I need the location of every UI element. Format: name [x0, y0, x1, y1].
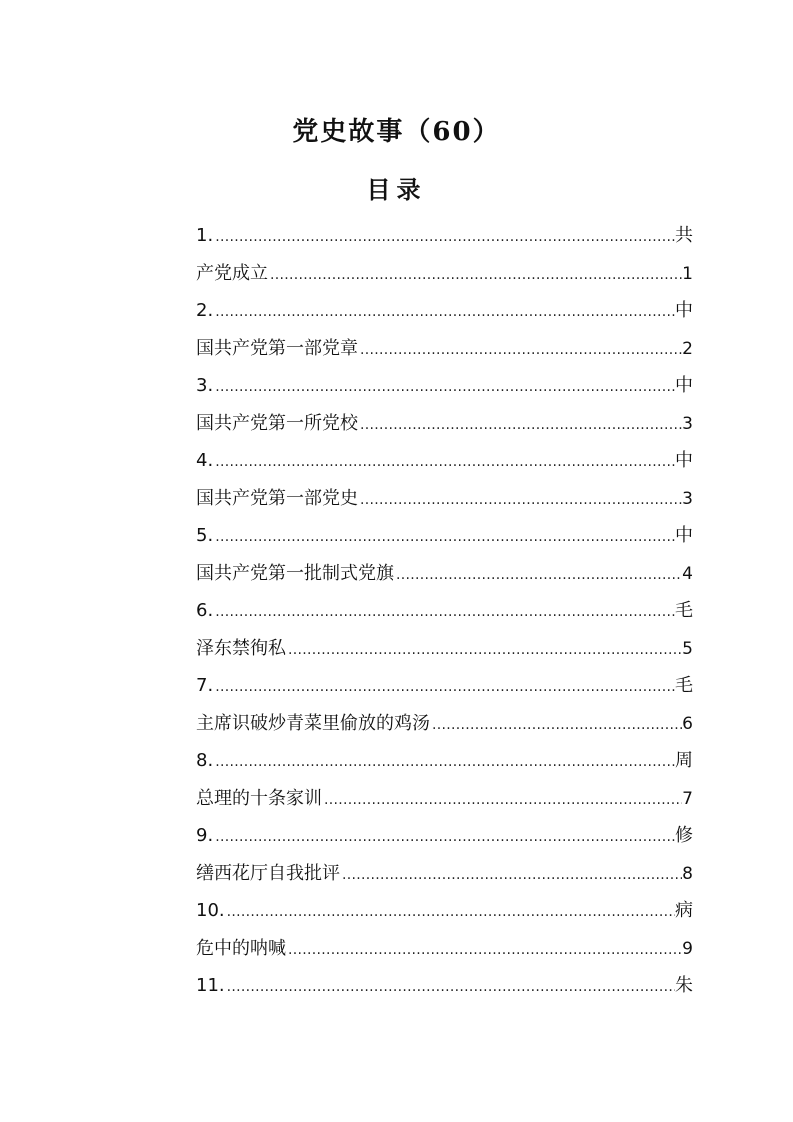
toc-line[interactable]	[196, 555, 693, 593]
toc-line[interactable]	[196, 742, 693, 780]
toc-page-number: 6	[682, 713, 693, 734]
toc-line-text: 10.	[196, 900, 225, 921]
toc-line-text: 总理的十条家训	[196, 787, 322, 809]
toc-line-end: 朱	[675, 975, 693, 996]
toc-line[interactable]	[196, 367, 693, 405]
toc-line-text: 7.	[196, 675, 214, 696]
toc-dot-leader	[268, 257, 682, 295]
toc-page-number: 9	[682, 938, 693, 959]
toc-line[interactable]	[196, 855, 693, 893]
toc-line-text: 产党成立	[196, 262, 268, 284]
toc-dot-leader	[286, 932, 682, 970]
toc-page-number: 8	[682, 863, 693, 884]
toc-page-number: 4	[682, 563, 693, 584]
toc-line-end: 毛	[675, 675, 693, 696]
toc-line-text: 国共产党第一部党章	[196, 337, 358, 359]
toc-line-text: 8.	[196, 750, 214, 771]
toc-line[interactable]	[196, 817, 693, 855]
toc-dot-leader	[340, 857, 682, 895]
toc-line-text: 国共产党第一部党史	[196, 487, 358, 509]
toc-page-number: 1	[682, 263, 693, 284]
toc-dot-leader	[213, 219, 675, 257]
toc-dot-leader	[213, 294, 675, 332]
toc-line-end: 中	[675, 300, 693, 321]
toc-line[interactable]	[196, 330, 693, 368]
toc-line[interactable]	[196, 780, 693, 818]
toc-line-end: 周	[675, 750, 693, 771]
toc-dot-leader	[213, 369, 675, 407]
toc-line-text: 9.	[196, 825, 214, 846]
toc-dot-leader	[213, 744, 675, 782]
toc-dot-leader	[430, 707, 682, 745]
toc-line[interactable]	[196, 592, 693, 630]
toc-line[interactable]	[196, 705, 693, 743]
toc-line[interactable]	[196, 480, 693, 518]
toc-dot-leader	[213, 594, 675, 632]
toc-line-text: 4.	[196, 450, 214, 471]
toc-page-number: 5	[682, 638, 693, 659]
toc-dot-leader	[358, 332, 682, 370]
toc-dot-leader	[213, 444, 675, 482]
toc-dot-leader	[358, 407, 682, 445]
toc-line-text: 6.	[196, 600, 214, 621]
toc-line[interactable]	[196, 667, 693, 705]
table-of-contents	[196, 217, 693, 1005]
toc-line-end: 毛	[675, 600, 693, 621]
toc-dot-leader	[286, 632, 682, 670]
toc-line-end: 中	[675, 525, 693, 546]
toc-line-text: 危中的呐喊	[196, 937, 286, 959]
page-title: 党史故事（60）	[292, 117, 501, 147]
toc-dot-leader	[358, 482, 682, 520]
toc-line-end: 中	[675, 450, 693, 471]
toc-line[interactable]	[196, 967, 693, 1005]
toc-dot-leader	[225, 969, 675, 1007]
toc-line[interactable]	[196, 255, 693, 293]
toc-line[interactable]	[196, 930, 693, 968]
toc-dot-leader	[213, 669, 675, 707]
toc-line[interactable]	[196, 217, 693, 255]
toc-line-end: 共	[675, 225, 693, 246]
toc-line-text: 泽东禁徇私	[196, 637, 286, 659]
toc-heading: 目录	[366, 175, 427, 204]
toc-line-text: 3.	[196, 375, 214, 396]
toc-line[interactable]	[196, 292, 693, 330]
toc-dot-leader	[225, 894, 675, 932]
toc-line-text: 主席识破炒青菜里偷放的鸡汤	[196, 712, 430, 734]
toc-line-text: 缮西花厅自我批评	[196, 862, 340, 884]
toc-line-text: 国共产党第一所党校	[196, 412, 358, 434]
toc-line[interactable]	[196, 442, 693, 480]
toc-line-text: 1.	[196, 225, 214, 246]
toc-dot-leader	[213, 519, 675, 557]
toc-line[interactable]	[196, 405, 693, 443]
toc-line-end: 中	[675, 375, 693, 396]
toc-line[interactable]	[196, 517, 693, 555]
toc-line[interactable]	[196, 630, 693, 668]
toc-dot-leader	[213, 819, 675, 857]
toc-page-number: 3	[682, 488, 693, 509]
toc-line-text: 5.	[196, 525, 214, 546]
toc-page-number: 7	[682, 788, 693, 809]
toc-line-end: 修	[675, 825, 693, 846]
toc-line-end: 病	[675, 900, 693, 921]
toc-line-text: 国共产党第一批制式党旗	[196, 562, 394, 584]
toc-line-text: 2.	[196, 300, 214, 321]
toc-dot-leader	[394, 557, 682, 595]
toc-page-number: 3	[682, 413, 693, 434]
toc-line[interactable]	[196, 892, 693, 930]
toc-line-text: 11.	[196, 975, 225, 996]
toc-dot-leader	[322, 782, 682, 820]
toc-page-number: 2	[682, 338, 693, 359]
